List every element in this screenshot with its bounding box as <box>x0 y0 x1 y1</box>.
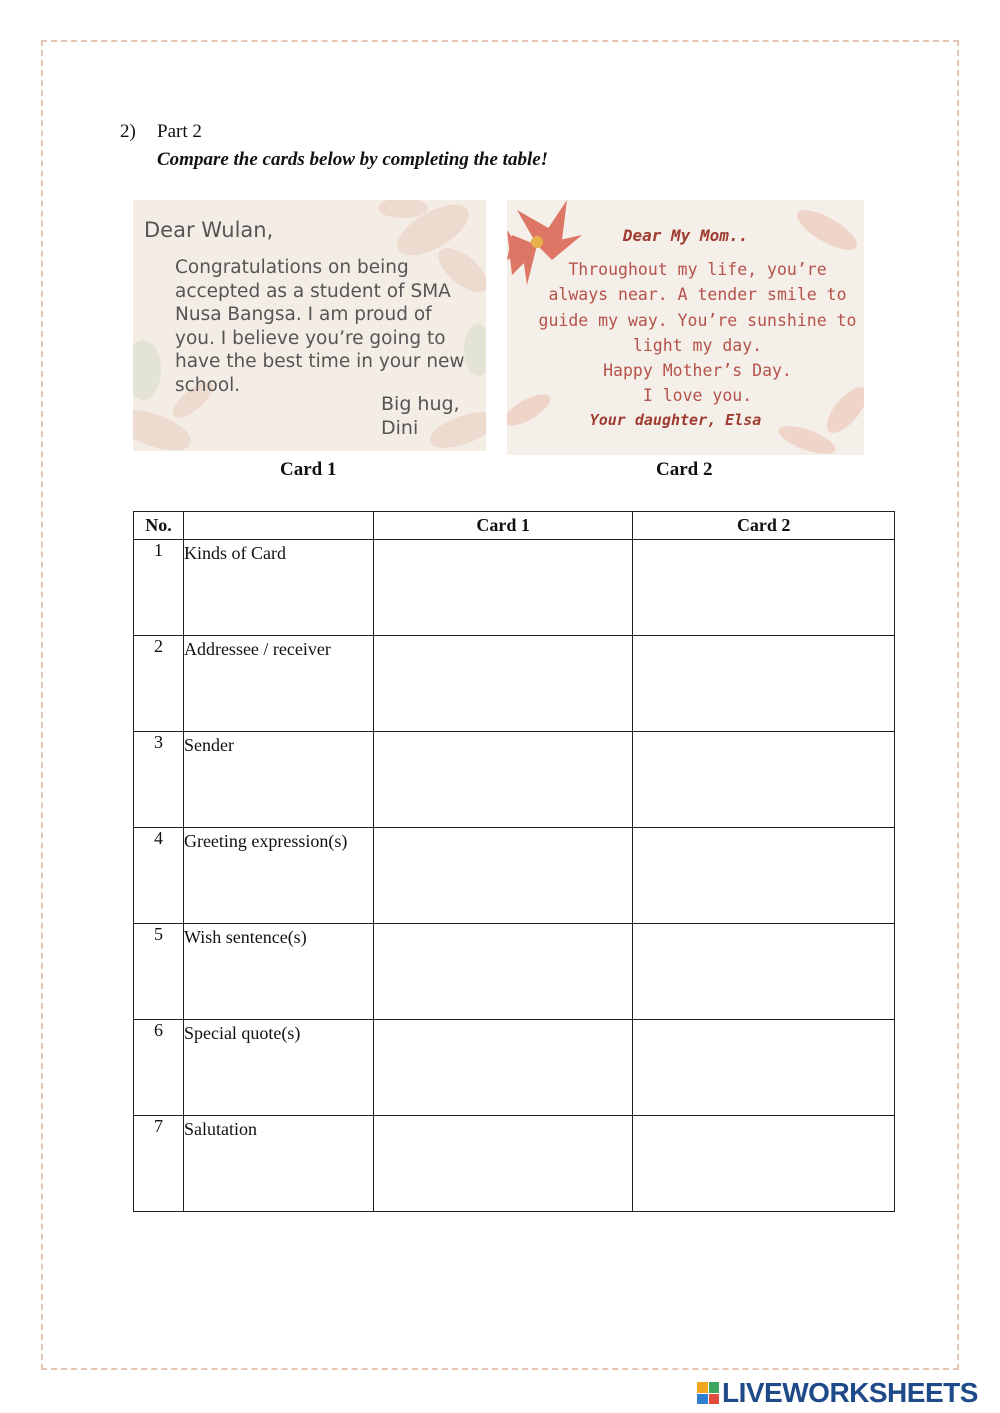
question-number: 2) <box>120 121 136 142</box>
row-number: 7 <box>134 1116 184 1212</box>
row-number: 5 <box>134 924 184 1020</box>
table-row <box>134 732 895 828</box>
card-1-sender: Dini <box>381 417 419 439</box>
answer-cell-card-1[interactable] <box>373 828 633 924</box>
answer-cell-card-1[interactable] <box>373 732 633 828</box>
answer-cell-card-2[interactable] <box>633 828 895 924</box>
table-header-row <box>134 512 895 540</box>
answer-cell-card-1[interactable] <box>373 636 633 732</box>
liveworksheets-logo-icon <box>697 1382 719 1404</box>
row-number: 6 <box>134 1020 184 1116</box>
row-item: Kinds of Card <box>183 540 373 636</box>
card-2-label: Card 2 <box>656 459 713 480</box>
card-1-label: Card 1 <box>280 459 337 480</box>
row-number: 4 <box>134 828 184 924</box>
row-item: Special quote(s) <box>183 1020 373 1116</box>
row-number: 1 <box>134 540 184 636</box>
row-item: Addressee / receiver <box>183 636 373 732</box>
row-number: 2 <box>134 636 184 732</box>
answer-cell-card-1[interactable] <box>373 1116 633 1212</box>
card-1-closing: Big hug, <box>381 393 460 415</box>
table-row <box>134 924 895 1020</box>
card-2-image <box>507 200 864 455</box>
table-row <box>134 636 895 732</box>
card-1-greeting: Dear Wulan, <box>144 218 274 242</box>
answer-cell-card-2[interactable] <box>633 636 895 732</box>
card-2-body-line: Happy Mother’s Day. <box>603 361 792 381</box>
row-item: Salutation <box>183 1116 373 1212</box>
card-2-body <box>507 257 864 409</box>
answer-cell-card-2[interactable] <box>633 1116 895 1212</box>
header-no: No. <box>134 512 184 540</box>
table-row <box>134 828 895 924</box>
table-row <box>134 540 895 636</box>
answer-cell-card-2[interactable] <box>633 924 895 1020</box>
card-2-closing: Your daughter, Elsa <box>589 411 762 429</box>
header-card-1: Card 1 <box>373 512 633 540</box>
liveworksheets-logo <box>697 1378 978 1408</box>
card-1-body: Congratulations on being accepted as a student of SMA Nusa Bangsa. I am proud of you. I believe you’re going to have the best time in your new school. <box>175 257 465 396</box>
answer-cell-card-1[interactable] <box>373 1020 633 1116</box>
header-item <box>183 512 373 540</box>
header-card-2: Card 2 <box>633 512 895 540</box>
row-item: Greeting expression(s) <box>183 828 373 924</box>
answer-cell-card-2[interactable] <box>633 540 895 636</box>
card-2-body-line: light my day. <box>632 335 763 355</box>
row-number: 3 <box>134 732 184 828</box>
card-1-signoff <box>381 392 460 440</box>
card-2-body-line: guide my way. You’re sunshine to <box>538 310 857 330</box>
question-part: Part 2 <box>157 121 202 142</box>
answer-cell-card-1[interactable] <box>373 924 633 1020</box>
card-1-image <box>133 200 486 451</box>
instruction: Compare the cards below by completing the table! <box>157 149 549 170</box>
card-2-body-line: always near. A tender smile to <box>548 285 847 305</box>
row-item: Wish sentence(s) <box>183 924 373 1020</box>
comparison-table <box>133 511 895 1212</box>
card-2-greeting: Dear My Mom.. <box>622 226 749 245</box>
table-row <box>134 1020 895 1116</box>
card-2-body-line: I love you. <box>642 386 753 406</box>
answer-cell-card-1[interactable] <box>373 540 633 636</box>
table-row <box>134 1116 895 1212</box>
card-2-body-line: Throughout my life, you’re <box>568 260 827 279</box>
row-item: Sender <box>183 732 373 828</box>
answer-cell-card-2[interactable] <box>633 732 895 828</box>
liveworksheets-brand: LIVEWORKSHEETS <box>722 1377 978 1408</box>
answer-cell-card-2[interactable] <box>633 1020 895 1116</box>
